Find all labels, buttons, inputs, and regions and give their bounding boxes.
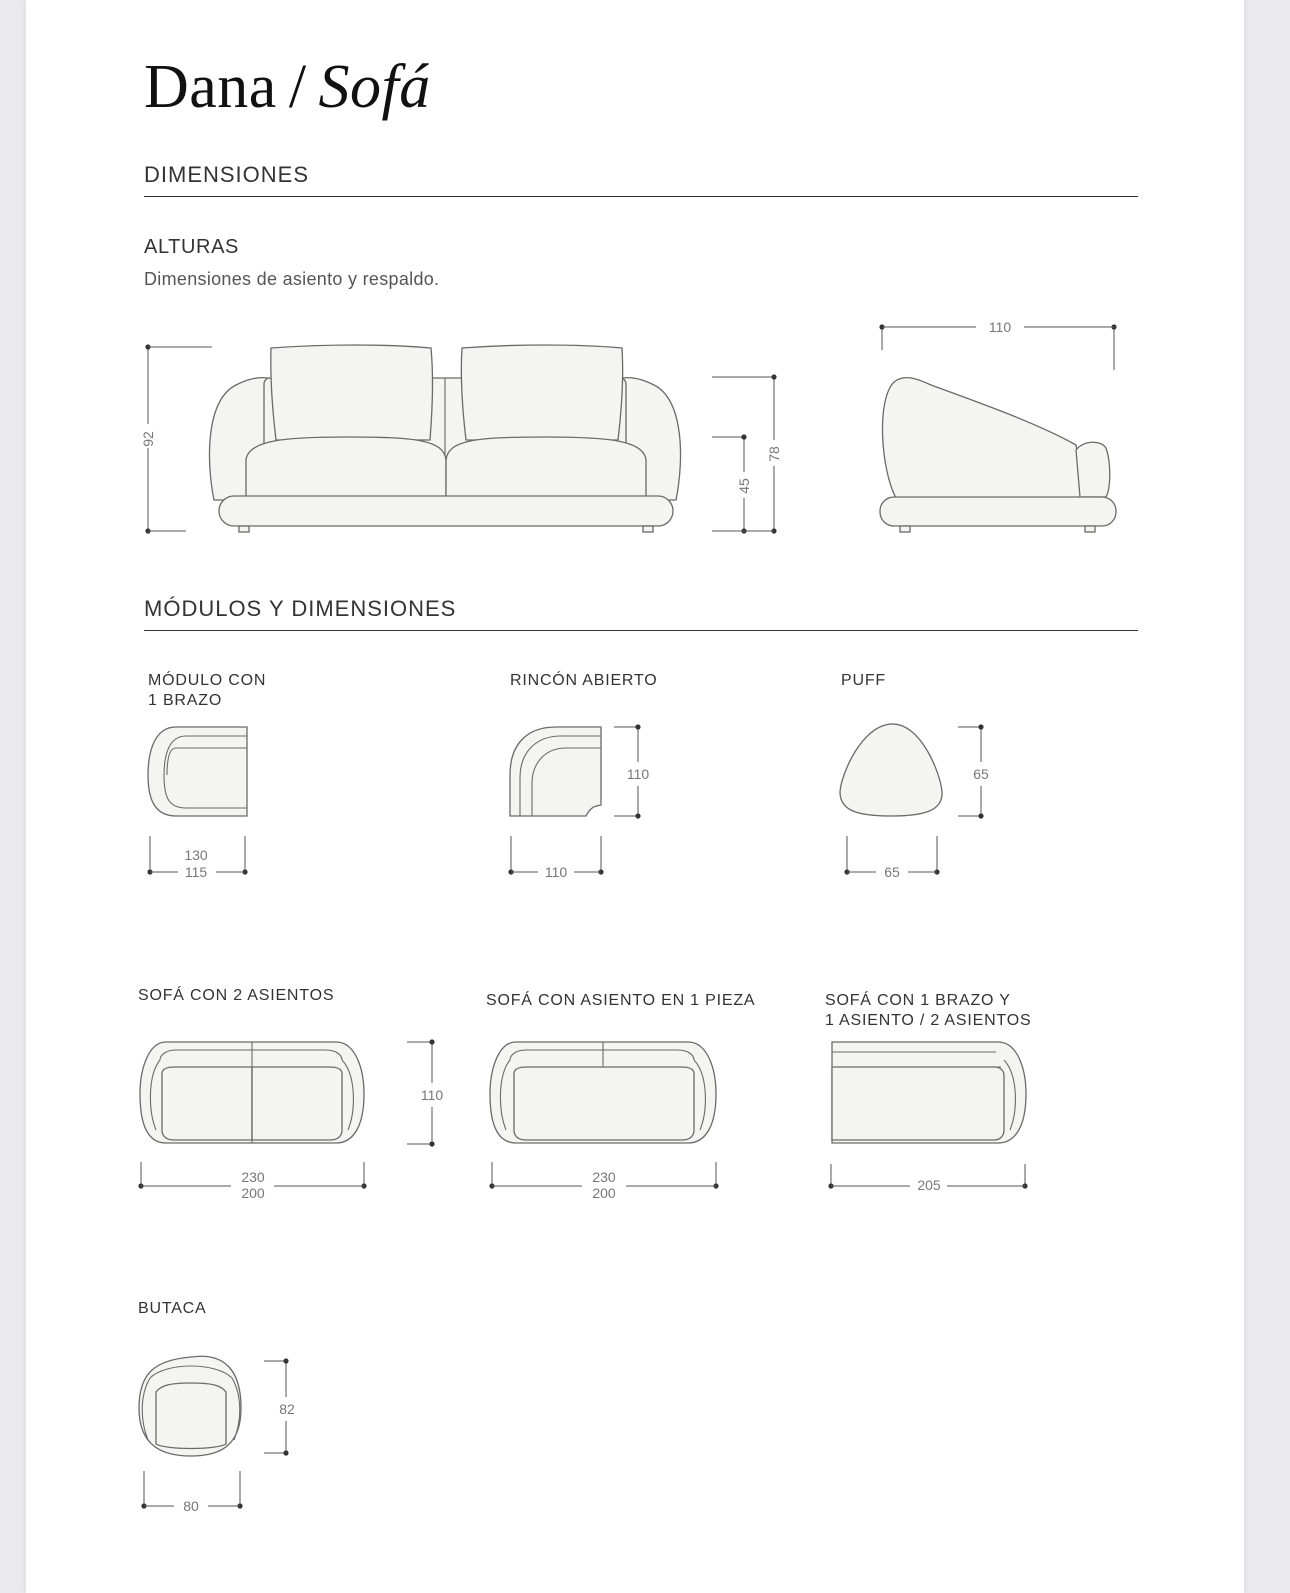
two-seats-width-outer: 230 bbox=[241, 1169, 265, 1185]
armchair-width: 80 bbox=[183, 1498, 199, 1514]
title-separator: / bbox=[288, 53, 307, 121]
puff-width: 65 bbox=[884, 864, 900, 880]
two-seats-width-inner: 200 bbox=[241, 1185, 265, 1201]
heights-heading: ALTURAS bbox=[144, 236, 239, 258]
one-piece-seat-width-inner: 200 bbox=[592, 1185, 616, 1201]
puff-depth: 65 bbox=[973, 766, 989, 782]
module-label-one-arm-sofa: SOFÁ CON 1 BRAZO Y 1 ASIENTO / 2 ASIENTOS bbox=[825, 992, 1032, 1029]
one-piece-seat-width-outer: 230 bbox=[592, 1169, 616, 1185]
module-label-two-seats: SOFÁ CON 2 ASIENTOS bbox=[138, 987, 335, 1004]
one-arm-sofa-width: 205 bbox=[917, 1177, 941, 1193]
module-label-one-piece-seat: SOFÁ CON ASIENTO EN 1 PIEZA bbox=[486, 992, 756, 1009]
section-heading-modules: MÓDULOS Y DIMENSIONES bbox=[144, 596, 457, 621]
module-armchair-drawing bbox=[26, 0, 1244, 1593]
side-depth-label: 110 bbox=[988, 319, 1012, 335]
open-corner-width: 110 bbox=[544, 864, 568, 880]
spec-sheet-page bbox=[26, 0, 1244, 1593]
module-one-arm-width-outer: 130 bbox=[184, 847, 208, 863]
product-name: Dana bbox=[144, 53, 277, 121]
module-one-arm-width-inner: 115 bbox=[184, 864, 208, 880]
module-label-one-arm: MÓDULO CON 1 BRAZO bbox=[148, 672, 267, 709]
two-seats-depth: 110 bbox=[420, 1087, 444, 1103]
front-height-label: 92 bbox=[140, 431, 156, 447]
heights-description: Dimensiones de asiento y respaldo. bbox=[144, 269, 440, 289]
module-label-open-corner: RINCÓN ABIERTO bbox=[510, 672, 658, 689]
armchair-depth: 82 bbox=[279, 1401, 295, 1417]
product-type: Sofá bbox=[318, 53, 431, 121]
open-corner-depth: 110 bbox=[626, 766, 650, 782]
module-label-armchair: BUTACA bbox=[138, 1300, 207, 1317]
section-heading-dimensions: DIMENSIONES bbox=[144, 162, 310, 187]
module-label-puff: PUFF bbox=[841, 672, 886, 689]
back-height-label: 78 bbox=[766, 446, 782, 462]
seat-height-label: 45 bbox=[736, 478, 752, 494]
